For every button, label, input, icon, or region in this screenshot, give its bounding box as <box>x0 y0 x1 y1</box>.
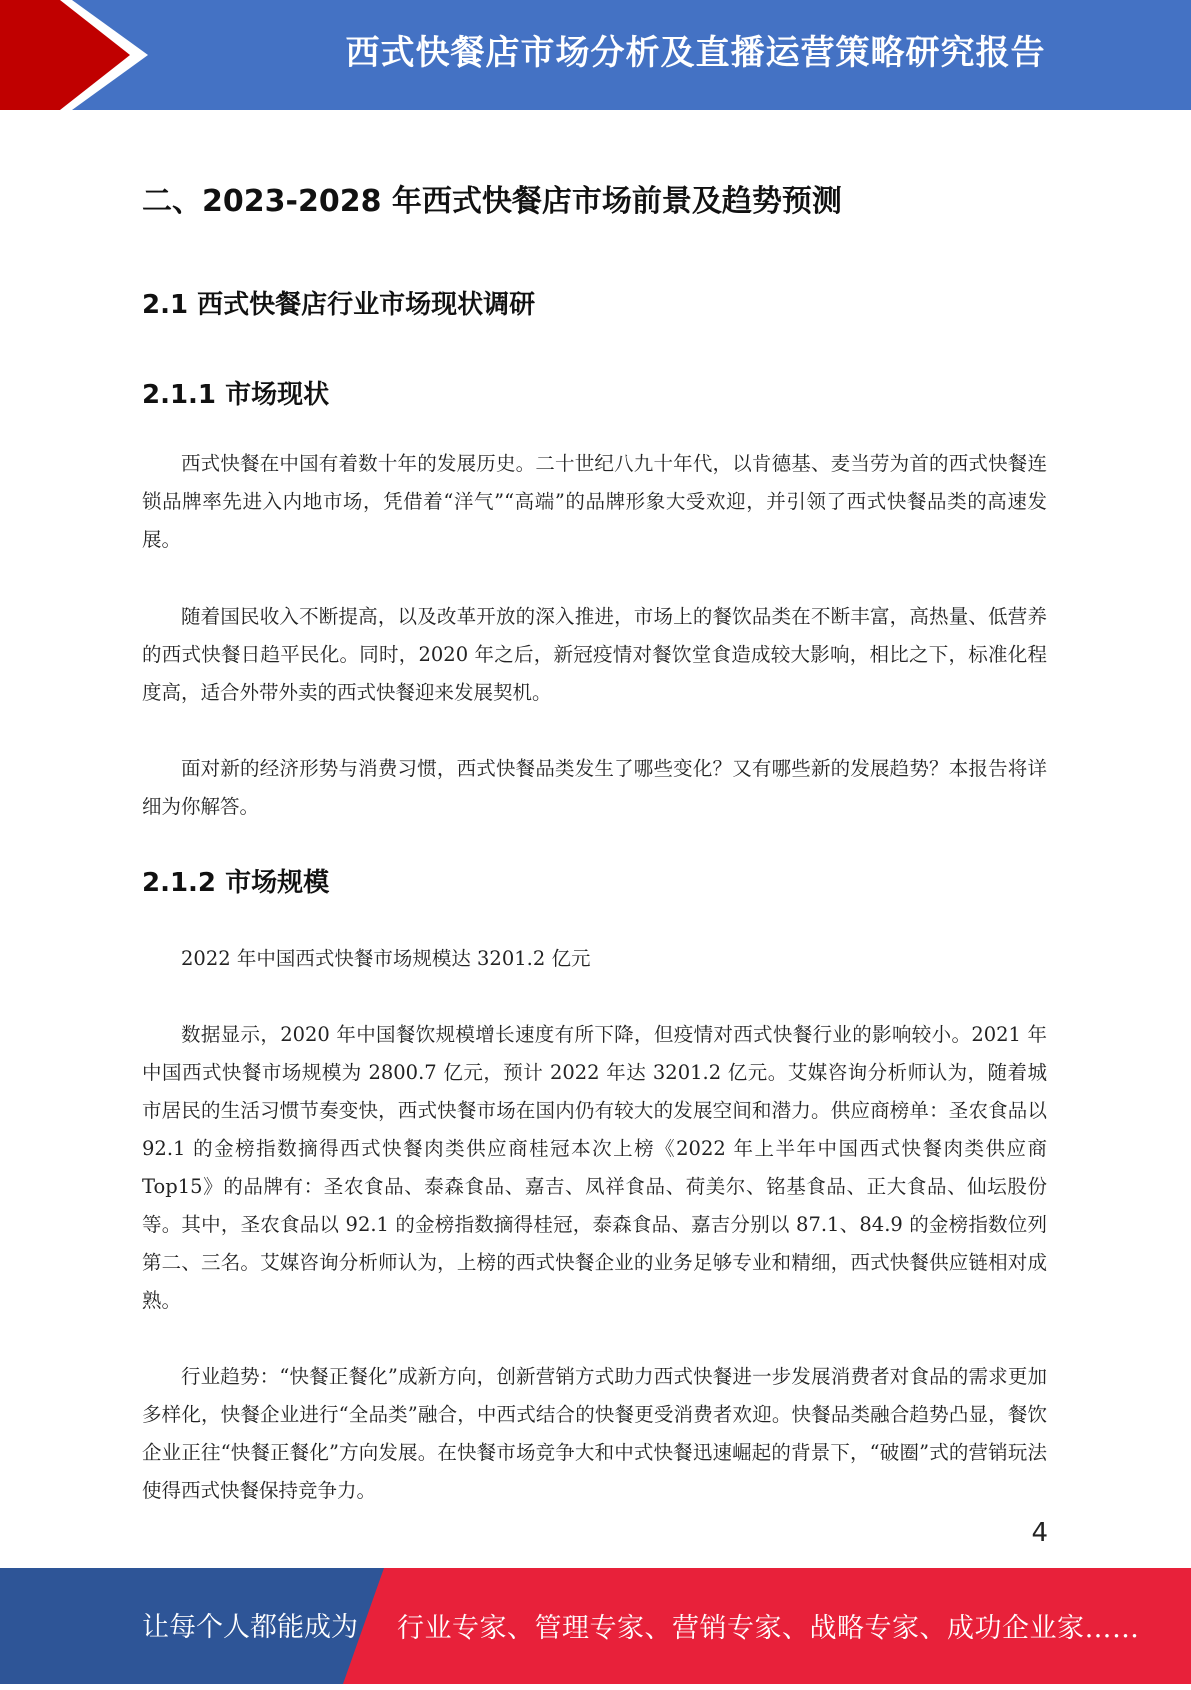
paragraph: 数据显示，2020 年中国餐饮规模增长速度有所下降，但疫情对西式快餐行业的影响较小。2021 年中国西式快餐市场规模为 2800.7 亿元，预计 2022 年达 3201.2 亿元。艾媒咨询分析师认为，随着城市居民的生活习惯节奏变快，西式快餐市场在国内仍有较大的发展空间和潜力。供应商榜单：圣农食品以 92.1 的金榜指数摘得西式快餐肉类供应商桂冠本次上榜《2022 年上半年中国西式快餐肉类供应商 Top15》的品牌有：圣农食品、泰森食品、嘉吉、凤祥食品、荷美尔、铭基食品、正大食品、仙坛股份等。其中，圣农食品以 92.1 的金榜指数摘得桂冠，泰森食品、嘉吉分别以 87.1、84.9 的金榜指数位列第二、三名。艾媒咨询分析师认为，上榜的西式快餐企业的业务足够专业和精细，西式快餐供应链相对成熟。 <box>142 1023 1047 1312</box>
section-title: 二、2023-2028 年西式快餐店市场前景及趋势预测 <box>142 184 842 219</box>
header-band <box>0 0 1191 110</box>
footer-band <box>0 1568 1191 1684</box>
page-number: 4 <box>1031 1518 1048 1548</box>
report-title: 西式快餐店市场分析及直播运营策略研究报告 <box>345 33 1046 73</box>
paragraph: 西式快餐在中国有着数十年的发展历史。二十世纪八九十年代，以肯德基、麦当劳为首的西式快餐连锁品牌率先进入内地市场，凭借着“洋气”“高端”的品牌形象大受欢迎，并引领了西式快餐品类的高速发展。 <box>142 452 1047 551</box>
paragraph: 面对新的经济形势与消费习惯，西式快餐品类发生了哪些变化？又有哪些新的发展趋势？本报告将详细为你解答。 <box>142 757 1047 818</box>
subsection-2-1-1-title: 2.1.1 市场现状 <box>142 380 330 410</box>
header-chevron-icon <box>0 0 160 110</box>
paragraph: 随着国民收入不断提高，以及改革开放的深入推进，市场上的餐饮品类在不断丰富，高热量、低营养的西式快餐日趋平民化。同时，2020 年之后，新冠疫情对餐饮堂食造成较大影响，相比之下，标准化程度高，适合外带外卖的西式快餐迎来发展契机。 <box>142 605 1047 704</box>
subsection-2-1-2-title: 2.1.2 市场规模 <box>142 868 330 898</box>
subsection-title: 2.1 西式快餐店行业市场现状调研 <box>142 290 536 320</box>
paragraph: 2022 年中国西式快餐市场规模达 3201.2 亿元 <box>181 947 591 970</box>
paragraph: 行业趋势：“快餐正餐化”成新方向，创新营销方式助力西式快餐进一步发展消费者对食品的需求更加多样化，快餐企业进行“全品类”融合，中西式结合的快餐更受消费者欢迎。快餐品类融合趋势凸显，餐饮企业正往“快餐正餐化”方向发展。在快餐市场竞争大和中式快餐迅速崛起的背景下，“破圈”式的营销玩法使得西式快餐保持竞争力。 <box>142 1365 1047 1502</box>
footer-slogan-right: 行业专家、管理专家、营销专家、战略专家、成功企业家…… <box>397 1613 1140 1644</box>
footer-slogan-left: 让每个人都能成为 <box>142 1612 358 1643</box>
